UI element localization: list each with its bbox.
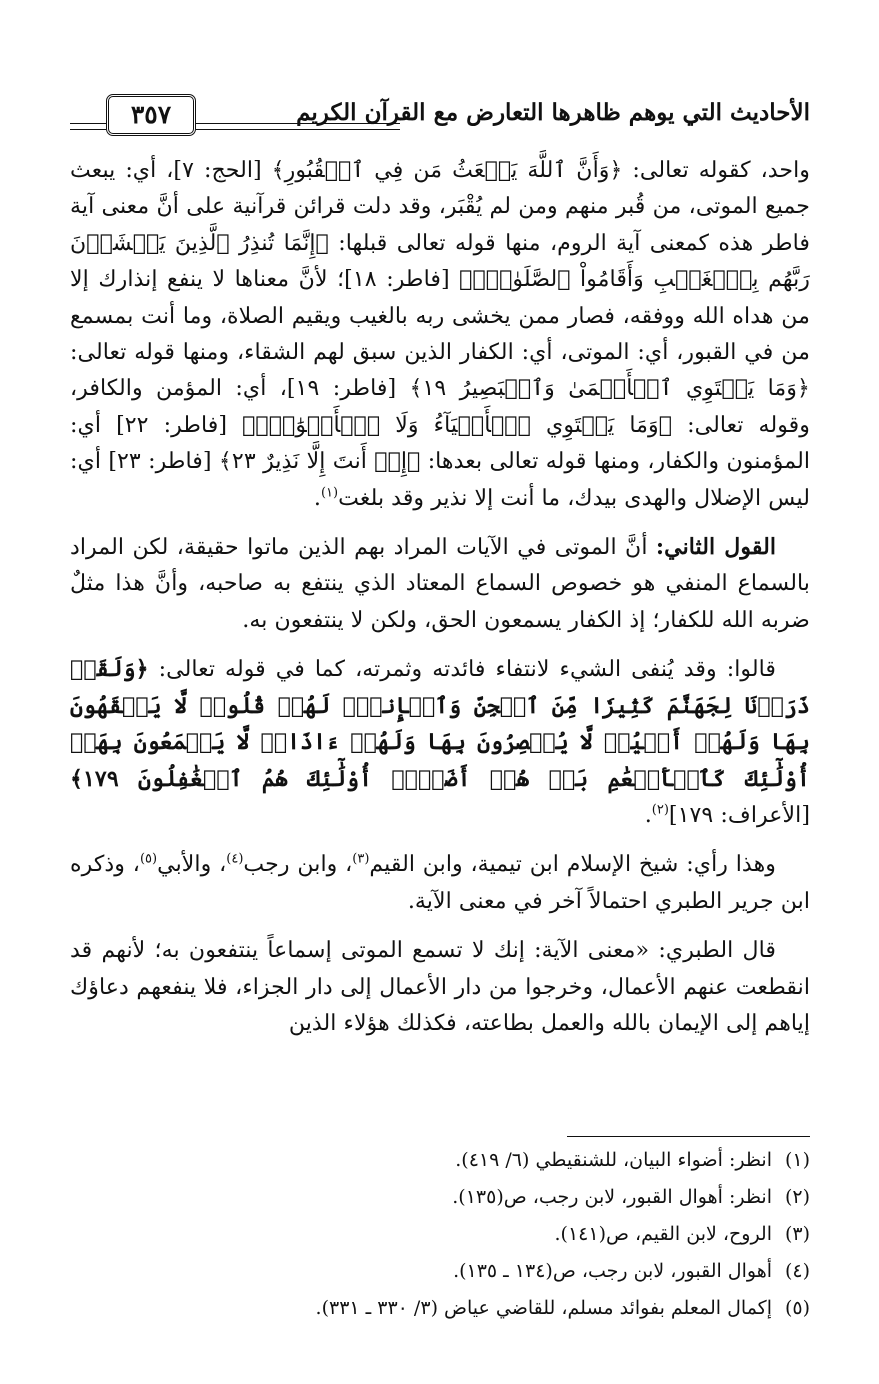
footnote-separator xyxy=(567,1136,810,1137)
footnote-text: الروح، لابن القيم، ص(١٤١). xyxy=(554,1223,772,1245)
paragraph xyxy=(70,932,810,1041)
footnote-text: إكمال المعلم بفوائد مسلم، للقاضي عياض (٣/ ٣٣٠ ـ ٣٣١). xyxy=(315,1297,772,1319)
footnote-ref: (١) xyxy=(320,485,339,501)
main-text xyxy=(70,152,810,1054)
footnote-number: (٥) xyxy=(784,1297,810,1319)
paragraph-text: ، وابن رجب xyxy=(243,851,353,878)
paragraph xyxy=(70,846,810,919)
footnote xyxy=(70,1253,810,1290)
footnote-ref: (٢) xyxy=(651,802,669,818)
paragraph-text: وهذا رأي: شيخ الإسلام ابن تيمية، وابن القيم xyxy=(369,851,776,878)
footnote-text: أهوال القبور، لابن رجب، ص(١٣٤ ـ ١٣٥). xyxy=(453,1260,772,1282)
footnote-number: (١) xyxy=(784,1149,810,1171)
section-lead: القول الثاني: xyxy=(655,534,776,561)
page-header xyxy=(70,84,810,142)
footnote-number: (٤) xyxy=(784,1260,810,1282)
footnote-number: (٢) xyxy=(784,1186,810,1208)
footnote-ref: (٥) xyxy=(139,851,158,867)
header-rule xyxy=(196,129,400,130)
paragraph-text: أنَّ الموتى في الآيات المراد بهم الذين ماتوا حقيقة، لكن المراد بالسماع المنفي هو خصوص السماع المعتاد الذي ينتفع به صاحبه، وأنَّ هذا مثلٌ ضربه الله للكفار؛ إذ الكفار يسمعون الحق، ولكن لا ينتفعون به. xyxy=(70,534,810,633)
footnote-text: انظر: أضواء البيان، للشنقيطي (٦/ ٤١٩). xyxy=(455,1149,772,1171)
running-title: الأحاديث التي يوهم ظاهرها التعارض مع القرآن الكريم xyxy=(296,99,810,126)
header-rule xyxy=(196,123,400,124)
header-rule xyxy=(70,129,106,130)
footnote-ref: (٣) xyxy=(352,851,370,867)
paragraph-text: ، والأبي xyxy=(157,851,227,878)
paragraph xyxy=(70,529,810,638)
paragraph-text: قالوا: وقد يُنفى الشيء لانتفاء فائدته وثمرته، كما في قوله تعالى: xyxy=(148,656,776,683)
paragraph: قالوا: وقد يُنفى الشيء لانتفاء فائدته وثمرته، كما في قوله تعالى: ﴿وَلَقَدۡ ذَرَأۡنَا لِجَهَنَّمَ كَثِيرٗا مِّنَ ٱلۡجِنِّ وَٱلۡإِنسِۖ لَهُمۡ قُلُوبٞ لَّا يَفۡقَهُونَ بِهَا وَلَهُمۡ أَعۡيُنٞ لَّا يُبۡصِرُونَ بِهَا وَلَهُمۡ ءَاذَانٞ لَّا يَسۡمَعُونَ بِهَآۚ أُوْلَٰٓئِكَ كَٱلۡأَنۡعَٰمِ بَلۡ هُمۡ أَضَلُّۚ أُوْلَٰٓئِكَ هُمُ ٱلۡغَٰفِلُونَ ١٧٩﴾ [الأعراف: ١٧٩]$^{(٢)}$. xyxy=(70,656,810,828)
quran-verse: ﴿وَلَقَدۡ ذَرَأۡنَا لِجَهَنَّمَ كَثِيرٗا مِّنَ ٱلۡجِنِّ وَٱلۡإِنسِۖ لَهُمۡ قُلُوبٞ لَّا يَفۡقَهُونَ بِهَا وَلَهُمۡ أَعۡيُنٞ لَّا يُبۡصِرُونَ بِهَا وَلَهُمۡ ءَاذَانٞ لَّا يَسۡمَعُونَ بِهَآۚ أُوْلَٰٓئِكَ كَٱلۡأَنۡعَٰمِ بَلۡ هُمۡ أَضَلُّۚ أُوْلَٰٓئِكَ هُمُ ٱلۡغَٰفِلُونَ ١٧٩﴾ xyxy=(70,656,810,792)
footnote-number: (٣) xyxy=(784,1223,810,1245)
paragraph-text: ، وذكره ابن جرير الطبري احتمالاً آخر في معنى الآية. xyxy=(70,851,810,914)
paragraph: واحد، كقوله تعالى: ﴿وَأَنَّ ٱللَّهَ يَبۡعَثُ مَن فِي ٱلۡقُبُورِ﴾ [الحج: ٧]، أي: يبعث جميع الموتى، من قُبر منهم ومن لم يُقْبَر، وقد دلت قرائن قرآنية على أنَّ معنى آية فاطر هذه كمعنى آية الروم، منها قوله تعالى قبلها: ﴿إِنَّمَا تُنذِرُ ٱلَّذِينَ يَخۡشَوۡنَ رَبَّهُم بِٱلۡغَيۡبِ وَأَقَامُواْ ٱلصَّلَوٰةَۚ﴾ [فاطر: ١٨]؛ لأنَّ معناها لا ينفع إنذارك إلا من هداه الله ووفقه، فصار ممن يخشى ربه بالغيب ويقيم الصلاة، وما أنت بمسمع من في القبور، أي: الموتى، أي: الكفار الذين سبق لهم الشقاء، ومنها قوله تعالى: ﴿وَمَا يَسۡتَوِي ٱلۡأَعۡمَىٰ وَٱلۡبَصِيرُ ١٩﴾ [فاطر: ١٩]، أي: المؤمن والكافر، وقوله تعالى: ﴿وَمَا يَسۡتَوِي ٱلۡأَحۡيَآءُ وَلَا ٱلۡأَمۡوَٰتُۚ﴾ [فاطر: ٢٢] أي: المؤمنون والكفار، ومنها قوله تعالى بعدها: ﴿إِنۡ أَنتَ إِلَّا نَذِيرٌ ٢٣﴾ [فاطر: ٢٣] أي: ليس الإضلال والهدى بيدك، ما أنت إلا نذير وقد بلغت$^{(١)}$. xyxy=(70,157,810,511)
header-rule xyxy=(70,123,106,124)
footnote xyxy=(70,1290,810,1327)
paragraph-text: واحد، كقوله تعالى: ﴿وَأَنَّ ٱللَّهَ يَبۡعَثُ مَن فِي ٱلۡقُبُورِ﴾ [الحج: ٧]، أي: يبعث جميع الموتى، من قُبر منهم ومن لم يُقْبَر، وقد دلت قرائن قرآنية على أنَّ معنى آية فاطر هذه كمعنى آية الروم، منها قوله تعالى قبلها: ﴿إِنَّمَا تُنذِرُ ٱلَّذِينَ يَخۡشَوۡنَ رَبَّهُم بِٱلۡغَيۡبِ وَأَقَامُواْ ٱلصَّلَوٰةَۚ﴾ [فاطر: ١٨]؛ لأنَّ معناها لا ينفع إنذارك إلا من هداه الله ووفقه، فصار ممن يخشى ربه بالغيب ويقيم الصلاة، وما أنت بمسمع من في القبور، أي: الموتى، أي: الكفار الذين سبق لهم الشقاء، ومنها قوله تعالى: ﴿وَمَا يَسۡتَوِي ٱلۡأَعۡمَىٰ وَٱلۡبَصِيرُ ١٩﴾ [فاطر: ١٩]، أي: المؤمن والكافر، وقوله تعالى: ﴿وَمَا يَسۡتَوِي ٱلۡأَحۡيَآءُ وَلَا ٱلۡأَمۡوَٰتُۚ﴾ [فاطر: ٢٢] أي: المؤمنون والكفار، ومنها قوله تعالى بعدها: ﴿إِنۡ أَنتَ إِلَّا نَذِيرٌ ٢٣﴾ [فاطر: ٢٣] أي: ليس الإضلال والهدى بيدك، ما أنت إلا نذير وقد بلغت xyxy=(70,157,810,511)
footnotes xyxy=(70,1142,810,1327)
verse-reference: [الأعراف: ١٧٩] xyxy=(668,801,810,828)
footnote-ref: (٤) xyxy=(226,851,244,867)
footnote xyxy=(70,1142,810,1179)
footnote xyxy=(70,1216,810,1253)
paragraph-text: قال الطبري: «معنى الآية: إنك لا تسمع الموتى إسماعاً ينتفعون به؛ لأنهم قد انقطعت عنهم الأعمال، وخرجوا من دار الأعمال إلى دار الجزاء، فلا ينفعهم دعاؤك إياهم إلى الإيمان بالله والعمل بطاعته، فكذلك هؤلاء الذين xyxy=(70,937,810,1036)
page-number: ٣٥٧ xyxy=(106,94,196,136)
footnote xyxy=(70,1179,810,1216)
footnote-text: انظر: أهوال القبور، لابن رجب، ص(١٣٥). xyxy=(452,1186,772,1208)
